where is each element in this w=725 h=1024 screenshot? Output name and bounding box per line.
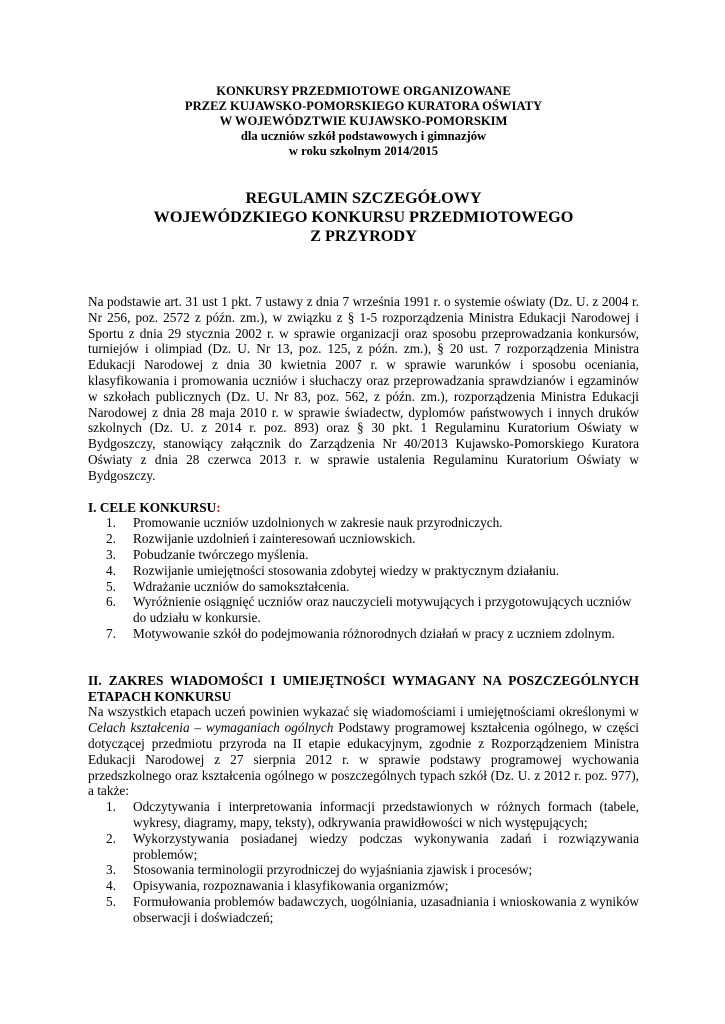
list-item-text: Wyróżnienie osiągnięć uczniów oraz nauczycieli motywujących i przygotowujących uczniów [133, 594, 632, 610]
list-item-text: Wykorzystywania posiadanej wiedzy podczas wykonywania zadań i rozwiązywania problemów; [133, 830, 639, 862]
list-item [88, 547, 639, 563]
skills-list [88, 799, 639, 925]
section-goals-heading-colon: : [216, 499, 221, 515]
list-item-text: Wdrażanie uczniów do samokształcenia. [133, 578, 350, 594]
section-goals-heading [88, 500, 639, 516]
scope-paragraph-part-1: Na wszystkich etapach uczeń powinien wykazać się wiadomościami i umiejętnościami określonymi w [88, 704, 639, 720]
list-item [88, 799, 639, 831]
list-item-number: 6. [106, 594, 116, 610]
list-item-number: 5. [106, 893, 116, 909]
list-item-text: Opisywania, rozpoznawania i klasyfikowania organizmów; [133, 878, 449, 894]
document-header [88, 84, 639, 159]
list-item-number: 2. [106, 830, 116, 846]
list-item-text: Formułowania problemów badawczych, uogólniania, uzasadniania i wnioskowania z wyników obserwacji i doświadczeń; [133, 893, 639, 925]
list-item-number: 2. [106, 531, 116, 547]
list-item-number: 3. [106, 862, 116, 878]
header-line-2: PRZEZ KUJAWSKO-POMORSKIEGO KURATORA OŚWIATY [184, 99, 543, 113]
header-line-4: dla uczniów szkół podstawowych i gimnazjów [240, 129, 487, 143]
section-goals-heading-text: I. CELE KONKURSU [88, 499, 217, 515]
list-item-number: 5. [106, 578, 116, 594]
title-line-3: Z PRZYRODY [310, 227, 417, 245]
title-line-1: REGULAMIN SZCZEGÓŁOWY [245, 189, 482, 207]
section-scope-heading [88, 673, 639, 705]
list-item-number: 1. [106, 799, 116, 815]
list-item-number: 4. [106, 878, 116, 894]
goals-list [88, 515, 639, 641]
list-item [88, 894, 639, 926]
document-title [88, 189, 639, 246]
list-item [88, 563, 639, 579]
list-item-text: Rozwijanie uzdolnień i zainteresowań uczniowskich. [133, 531, 416, 547]
title-line-2: WOJEWÓDZKIEGO KONKURSU PRZEDMIOTOWEGO [153, 208, 574, 226]
list-item [88, 515, 639, 531]
section-goals [88, 500, 639, 642]
header-line-5: w roku szkolnym 2014/2015 [288, 144, 439, 158]
list-item-number: 3. [106, 546, 116, 562]
header-line-3: W WOJEWÓDZTWIE KUJAWSKO-POMORSKIM [219, 114, 508, 128]
list-item-text: Odczytywania i interpretowania informacji przedstawionych w różnych formach (tabele, wykresy, diagramy, mapy, teksty), odkrywania prawidłowości w nich występujących; [133, 799, 639, 830]
list-item [88, 831, 639, 863]
list-item-text: Stosowania terminologii przyrodniczej do wyjaśniania zjawisk i procesów; [133, 862, 533, 878]
list-item-number: 7. [106, 625, 116, 641]
list-item [88, 531, 639, 547]
list-item [88, 878, 639, 894]
list-item-text: Pobudzanie twórczego myślenia. [133, 546, 309, 562]
list-item [88, 862, 639, 878]
list-item-continuation: do udziału w konkursie. [133, 610, 261, 626]
section-scope-heading-line-2: ETAPACH KONKURSU [88, 688, 232, 704]
section-scope-paragraph [88, 704, 639, 799]
list-item-number: 1. [106, 515, 116, 531]
scope-paragraph-part-2: Podstawy programowej kształcenia ogólnego, w części dotyczącej przedmiotu przyroda na II etapie edukacyjnym, zgodnie z Rozporządzeniem Ministra Edukacji Narodowej z 27 sierpnia 2012 r. w sprawie podstawy programowej wychowania przedszkolnego oraz kształcenia ogólnego w poszczególnych typach szkół (Dz. U. z 2012 r. poz. 977), a także: [88, 720, 639, 799]
list-item-text: Motywowanie szkół do podejmowania różnorodnych działań w pracy z uczniem zdolnym. [133, 625, 615, 641]
list-item [88, 626, 639, 642]
header-line-1: KONKURSY PRZEDMIOTOWE ORGANIZOWANE [216, 84, 511, 98]
section-scope [88, 673, 639, 926]
intro-paragraph: Na podstawie art. 31 ust 1 pkt. 7 ustawy z dnia 7 września 1991 r. o systemie oświaty (Dz. U. z 2004 r. Nr 256, poz. 2572 z późn. zm.), w związku z § 1-5 rozporządzenia Ministra Edukacji Narodowej i Sportu z dnia 29 stycznia 2002 r. w sprawie organizacji oraz sposobu przeprowadzania konkursów, turniejów i olimpiad (Dz. U. Nr 13, poz. 125, z późn. zm.), § 20 ust. 7 rozporządzenia Ministra Edukacji Narodowej z dnia 30 kwietnia 2007 r. w sprawie warunków i sposobu oceniania, klasyfikowania i promowania uczniów i słuchaczy oraz przeprowadzania sprawdzianów i egzaminów w szkołach publicznych (Dz. U. Nr 83, poz. 562, z późn. zm.), rozporządzenia Ministra Edukacji Narodowej z dnia 28 maja 2010 r. w sprawie świadectw, dyplomów państwowych i innych druków szkolnych (Dz. U. z 2014 r. poz. 893) oraz § 30 pkt. 1 Regulaminu Kuratorium Oświaty w Bydgoszczy, stanowiący załącznik do Zarządzenia Nr 40/2013 Kujawsko-Pomorskiego Kuratora Oświaty z dnia 28 czerwca 2013 r. w sprawie ustalenia Regulaminu Kuratorium Oświaty w Bydgoszczy. [88, 294, 639, 483]
scope-paragraph-italic: Celach kształcenia – wymaganiach ogólnych [88, 720, 334, 736]
list-item-text: Rozwijanie umiejętności stosowania zdobytej wiedzy w praktycznym działaniu. [133, 562, 560, 578]
list-item [88, 594, 639, 626]
list-item [88, 579, 639, 595]
list-item-text: Promowanie uczniów uzdolnionych w zakresie nauk przyrodniczych. [133, 515, 503, 531]
list-item-number: 4. [106, 562, 116, 578]
section-scope-heading-line-1: II. ZAKRES WIADOMOŚCI I UMIEJĘTNOŚCI WYMAGANY NA POSZCZEGÓLNYCH [88, 672, 639, 688]
